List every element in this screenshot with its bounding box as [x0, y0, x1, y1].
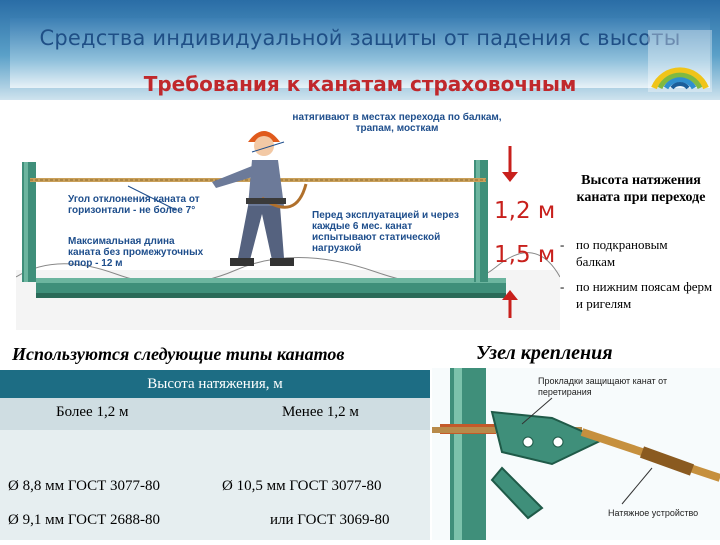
attachment-drawing — [432, 368, 720, 540]
rope-types-heading: Используются следующие типы канатов — [12, 344, 345, 364]
col-header-less: Менее 1,2 м — [282, 404, 359, 420]
table-cell: или ГОСТ 3069-80 — [270, 512, 390, 528]
illustration-rope-tension — [16, 102, 560, 330]
dash-bullet: - — [560, 237, 565, 252]
tension-item-crane-beams-label: по подкрановым балкам — [576, 237, 668, 269]
page-subtitle: Требования к канатам страховочным — [143, 72, 577, 96]
worker-figure — [212, 131, 306, 266]
tension-height-note — [562, 132, 720, 332]
tension-item-trusses — [560, 278, 716, 312]
label-protective-pads: Прокладки защищают канат от перетирания — [538, 376, 668, 397]
illustration-drawing — [16, 102, 560, 330]
logo-icon — [648, 30, 712, 92]
tension-item-trusses-label: по нижним поясам ферм и ригелям — [576, 279, 713, 311]
label-tensioner: Натяжное устройство — [608, 508, 699, 518]
dimension-lower: 1,5 м — [494, 242, 556, 268]
table-subheader-row — [0, 398, 430, 430]
rope-types-table — [0, 370, 430, 540]
page-title: Средства индивидуальной защиты от падения с высоты — [39, 26, 681, 50]
label-static-test: Перед эксплуатацией и через каждые 6 мес. канат испытывают статической нагрузкой — [312, 210, 459, 254]
dash-bullet: - — [560, 279, 565, 294]
label-angle: Угол отклонения каната от горизонтали - не более 7° — [68, 194, 200, 216]
table-body — [0, 430, 430, 540]
tension-item-crane-beams — [560, 236, 706, 270]
table-header: Высота натяжения, м — [0, 370, 430, 398]
dimension-upper: 1,2 м — [494, 198, 556, 224]
table-cell: Ø 10,5 мм ГОСТ 3077-80 — [222, 478, 382, 494]
beam — [36, 278, 506, 298]
table-cell: Ø 9,1 мм ГОСТ 2688-80 — [8, 512, 161, 528]
table-cell: Ø 8,8 мм ГОСТ 3077-80 — [8, 478, 161, 494]
attachment-heading: Узел крепления — [476, 342, 613, 364]
label-tension-places: натягивают в местах перехода по балкам, трапам, мосткам — [292, 112, 502, 134]
label-max-length: Максимальная длина каната без промежуточных опор - 12 м — [68, 236, 204, 269]
col-header-more: Более 1,2 м — [56, 404, 129, 420]
tension-height-title: Высота натяжения каната при переходе — [576, 173, 706, 205]
